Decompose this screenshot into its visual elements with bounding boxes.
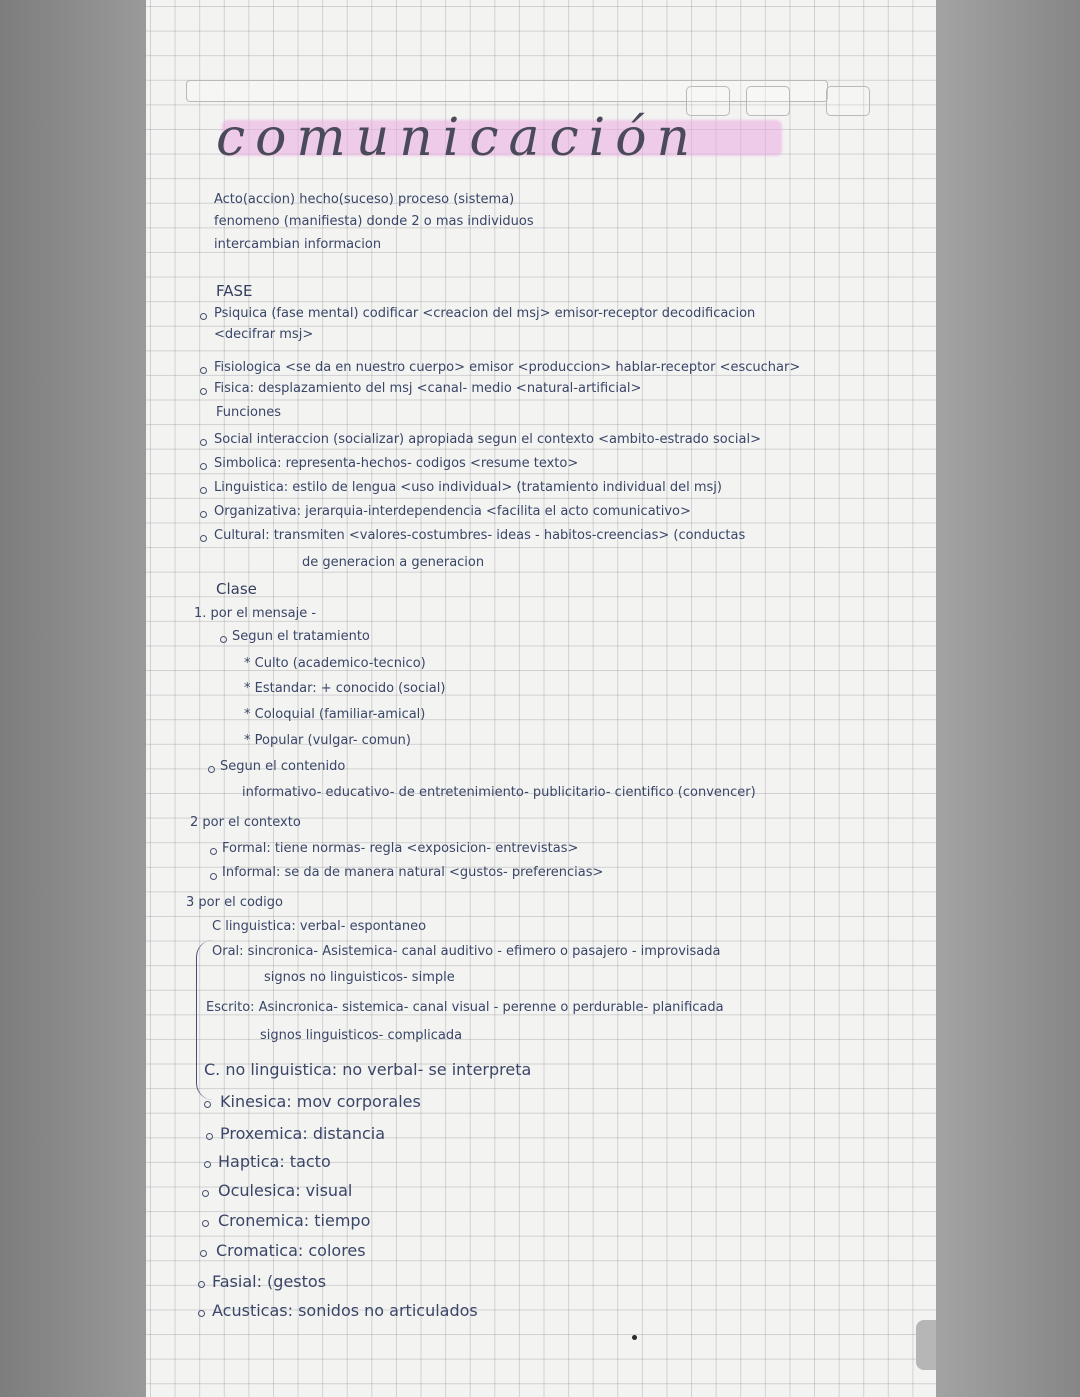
notebook-page (146, 0, 936, 1397)
cronemica: Cronemica: tiempo (218, 1211, 371, 1230)
c-no-linguistica: C. no linguistica: no verbal- se interpreta (204, 1060, 532, 1079)
fase-item-1-cont: <decifrar msj> (214, 327, 314, 342)
background-left (0, 0, 146, 1397)
clase-codigo: 3 por el codigo (186, 895, 283, 910)
funciones-heading: Funciones (216, 405, 281, 420)
fase-item-2: Fisiologica <se da en nuestro cuerpo> emisor <produccion> hablar-receptor <escuchar> (214, 360, 801, 375)
background-right (936, 0, 1080, 1397)
bullet (200, 388, 207, 395)
bullet (204, 1161, 211, 1168)
page-title: comunicación (216, 108, 701, 168)
clase-heading: Clase (216, 580, 257, 598)
bullet (204, 1101, 211, 1108)
bullet (202, 1190, 209, 1197)
bullet (210, 848, 217, 855)
contexto-formal: Formal: tiene normas- regla <exposicion- entrevistas> (222, 841, 579, 856)
bullet (200, 511, 207, 518)
tratamiento-estandar: * Estandar: + conocido (social) (244, 681, 446, 696)
funcion-cultural: Cultural: transmiten <valores-costumbres- ideas - habitos-creencias> (conductas (214, 528, 746, 543)
funcion-cultural-cont: de generacion a generacion (302, 555, 485, 570)
segun-contenido: Segun el contenido (220, 759, 346, 774)
header-field (186, 80, 828, 102)
acusticas: Acusticas: sonidos no articulados (212, 1301, 478, 1320)
codigo-escrito-signos: signos linguisticos- complicada (260, 1028, 463, 1043)
bullet (200, 439, 207, 446)
funcion-linguistica: Linguistica: estilo de lengua <uso individual> (tratamiento individual del msj) (214, 480, 722, 495)
fase-item-1: Psiquica (fase mental) codificar <creacion del msj> emisor-receptor decodificacion (214, 306, 756, 321)
bullet (220, 636, 227, 643)
tratamiento-coloquial: * Coloquial (familiar-amical) (244, 707, 426, 722)
codigo-oral: Oral: sincronica- Asistemica- canal auditivo - efimero o pasajero - improvisada (212, 944, 721, 959)
funcion-simbolica: Simbolica: representa-hechos- codigos <resume texto> (214, 456, 579, 471)
funcion-social: Social interaccion (socializar) apropiada segun el contexto <ambito-estrado social> (214, 432, 761, 447)
bullet (202, 1220, 209, 1227)
kinesica: Kinesica: mov corporales (220, 1092, 421, 1111)
ink-dot (632, 1335, 637, 1340)
bullet (206, 1133, 213, 1140)
bullet (198, 1281, 205, 1288)
page-corner-shadow (916, 1320, 936, 1370)
clase-contexto: 2 por el contexto (190, 815, 301, 830)
intro-line-3: intercambian informacion (214, 237, 382, 252)
contexto-informal: Informal: se da de manera natural <gustos- preferencias> (222, 865, 604, 880)
oculesica: Oculesica: visual (218, 1181, 353, 1200)
tratamiento-popular: * Popular (vulgar- comun) (244, 733, 411, 748)
fase-item-3: Fisica: desplazamiento del msj <canal- medio <natural-artificial> (214, 381, 642, 396)
cromatica: Cromatica: colores (216, 1241, 366, 1260)
codigo-oral-signos: signos no linguisticos- simple (264, 970, 455, 985)
fasial: Fasial: (gestos (212, 1272, 327, 1291)
fase-heading: FASE (216, 282, 253, 300)
tratamiento-culto: * Culto (academico-tecnico) (244, 656, 426, 671)
funcion-organizativa: Organizativa: jerarquia-interdependencia <facilita el acto comunicativo> (214, 504, 691, 519)
intro-line-1: Acto(accion) hecho(suceso) proceso (sistema) (214, 192, 515, 207)
bullet (200, 1250, 207, 1257)
c-linguistica: C linguistica: verbal- espontaneo (212, 919, 427, 934)
bullet (208, 766, 215, 773)
proxemica: Proxemica: distancia (220, 1124, 386, 1143)
haptica: Haptica: tacto (218, 1152, 331, 1171)
contenido-line: informativo- educativo- de entretenimiento- publicitario- cientifico (convencer) (242, 785, 756, 800)
bullet (200, 367, 207, 374)
segun-tratamiento: Segun el tratamiento (232, 629, 370, 644)
bullet (198, 1310, 205, 1317)
bullet (200, 535, 207, 542)
intro-line-2: fenomeno (manifiesta) donde 2 o mas individuos (214, 214, 534, 229)
bullet (210, 873, 217, 880)
codigo-escrito: Escrito: Asincronica- sistemica- canal visual - perenne o perdurable- planificada (206, 1000, 724, 1015)
header-box-3 (826, 86, 870, 116)
bullet (200, 313, 207, 320)
bullet (200, 463, 207, 470)
bullet (200, 487, 207, 494)
clase-mensaje: 1. por el mensaje - (194, 606, 317, 621)
